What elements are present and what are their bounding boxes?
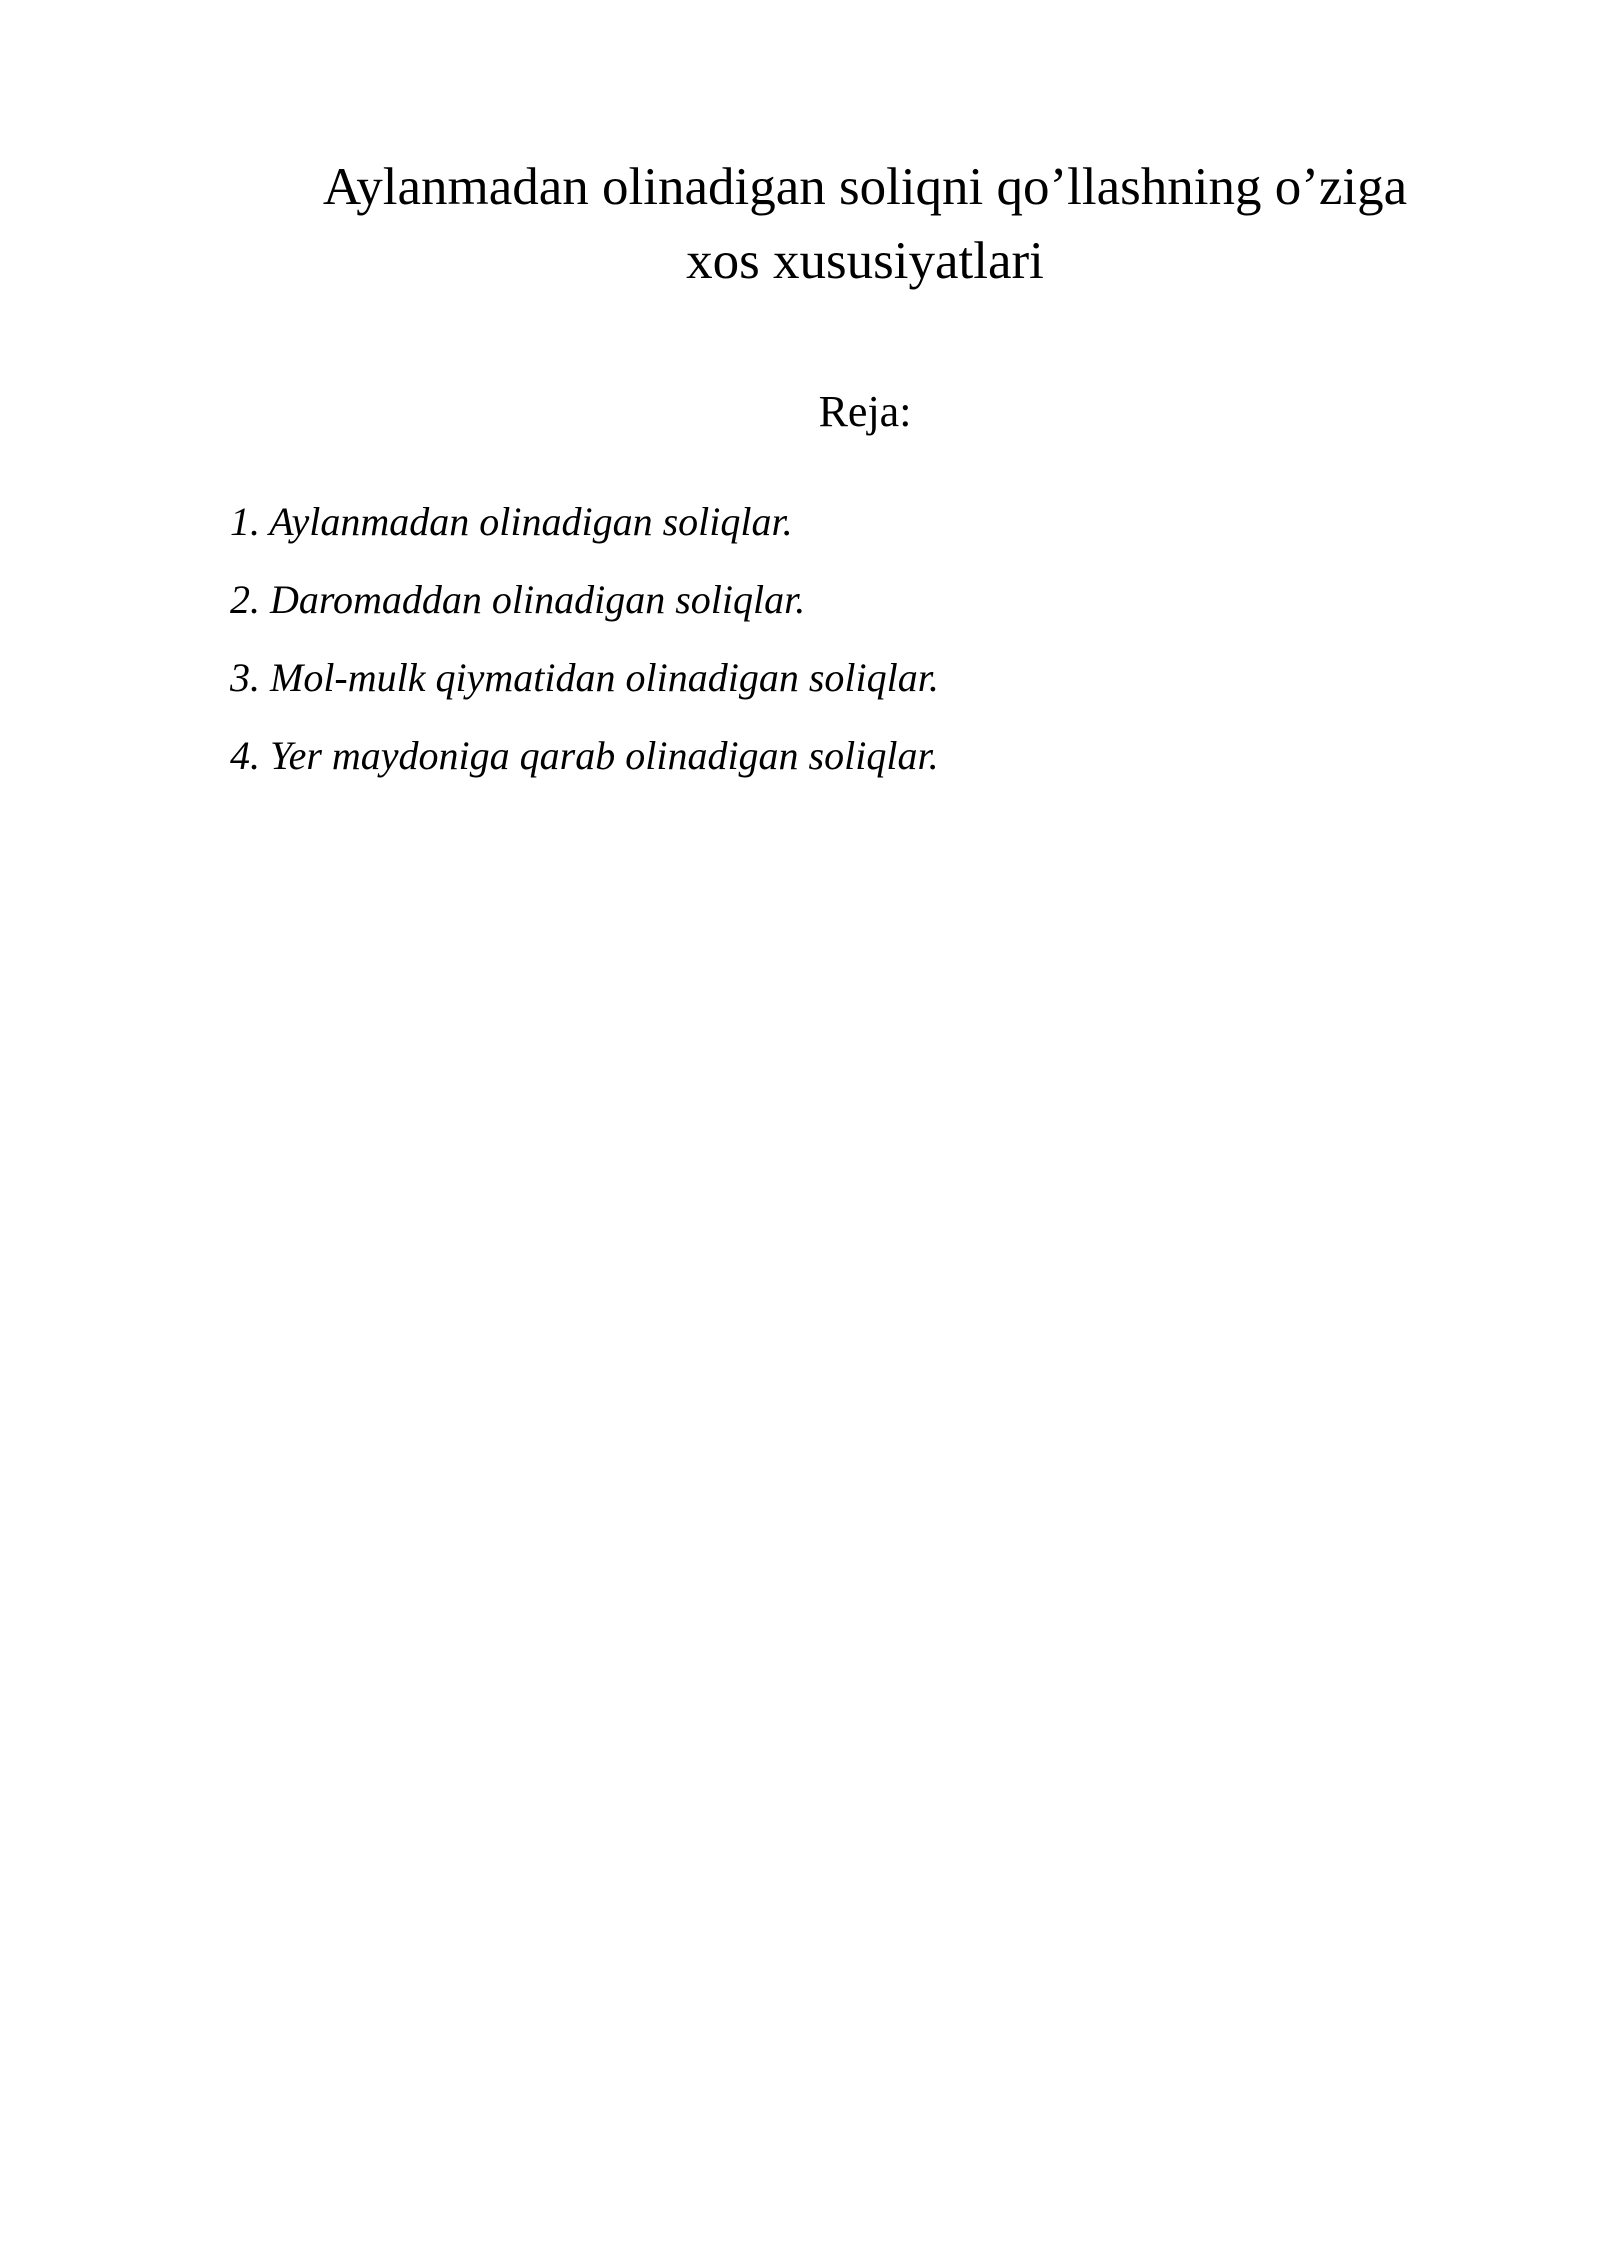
title-line-1: Aylanmadan olinadigan soliqni qo’llashning o’ziga (322, 158, 1408, 216)
plan-item: 2. Daromaddan olinadigan soliqlar. (230, 577, 806, 622)
title-line-2: xos xususiyatlari (686, 232, 1044, 290)
plan-item: 3. Mol-mulk qiymatidan olinadigan soliqlar. (230, 655, 939, 700)
plan-heading: Reja: (818, 387, 912, 436)
plan-item: 1. Aylanmadan olinadigan soliqlar. (230, 499, 793, 544)
document-title (230, 150, 1500, 298)
plan-item: 4. Yer maydoniga qarab olinadigan soliqlar. (230, 733, 939, 778)
plan-list (230, 496, 939, 808)
